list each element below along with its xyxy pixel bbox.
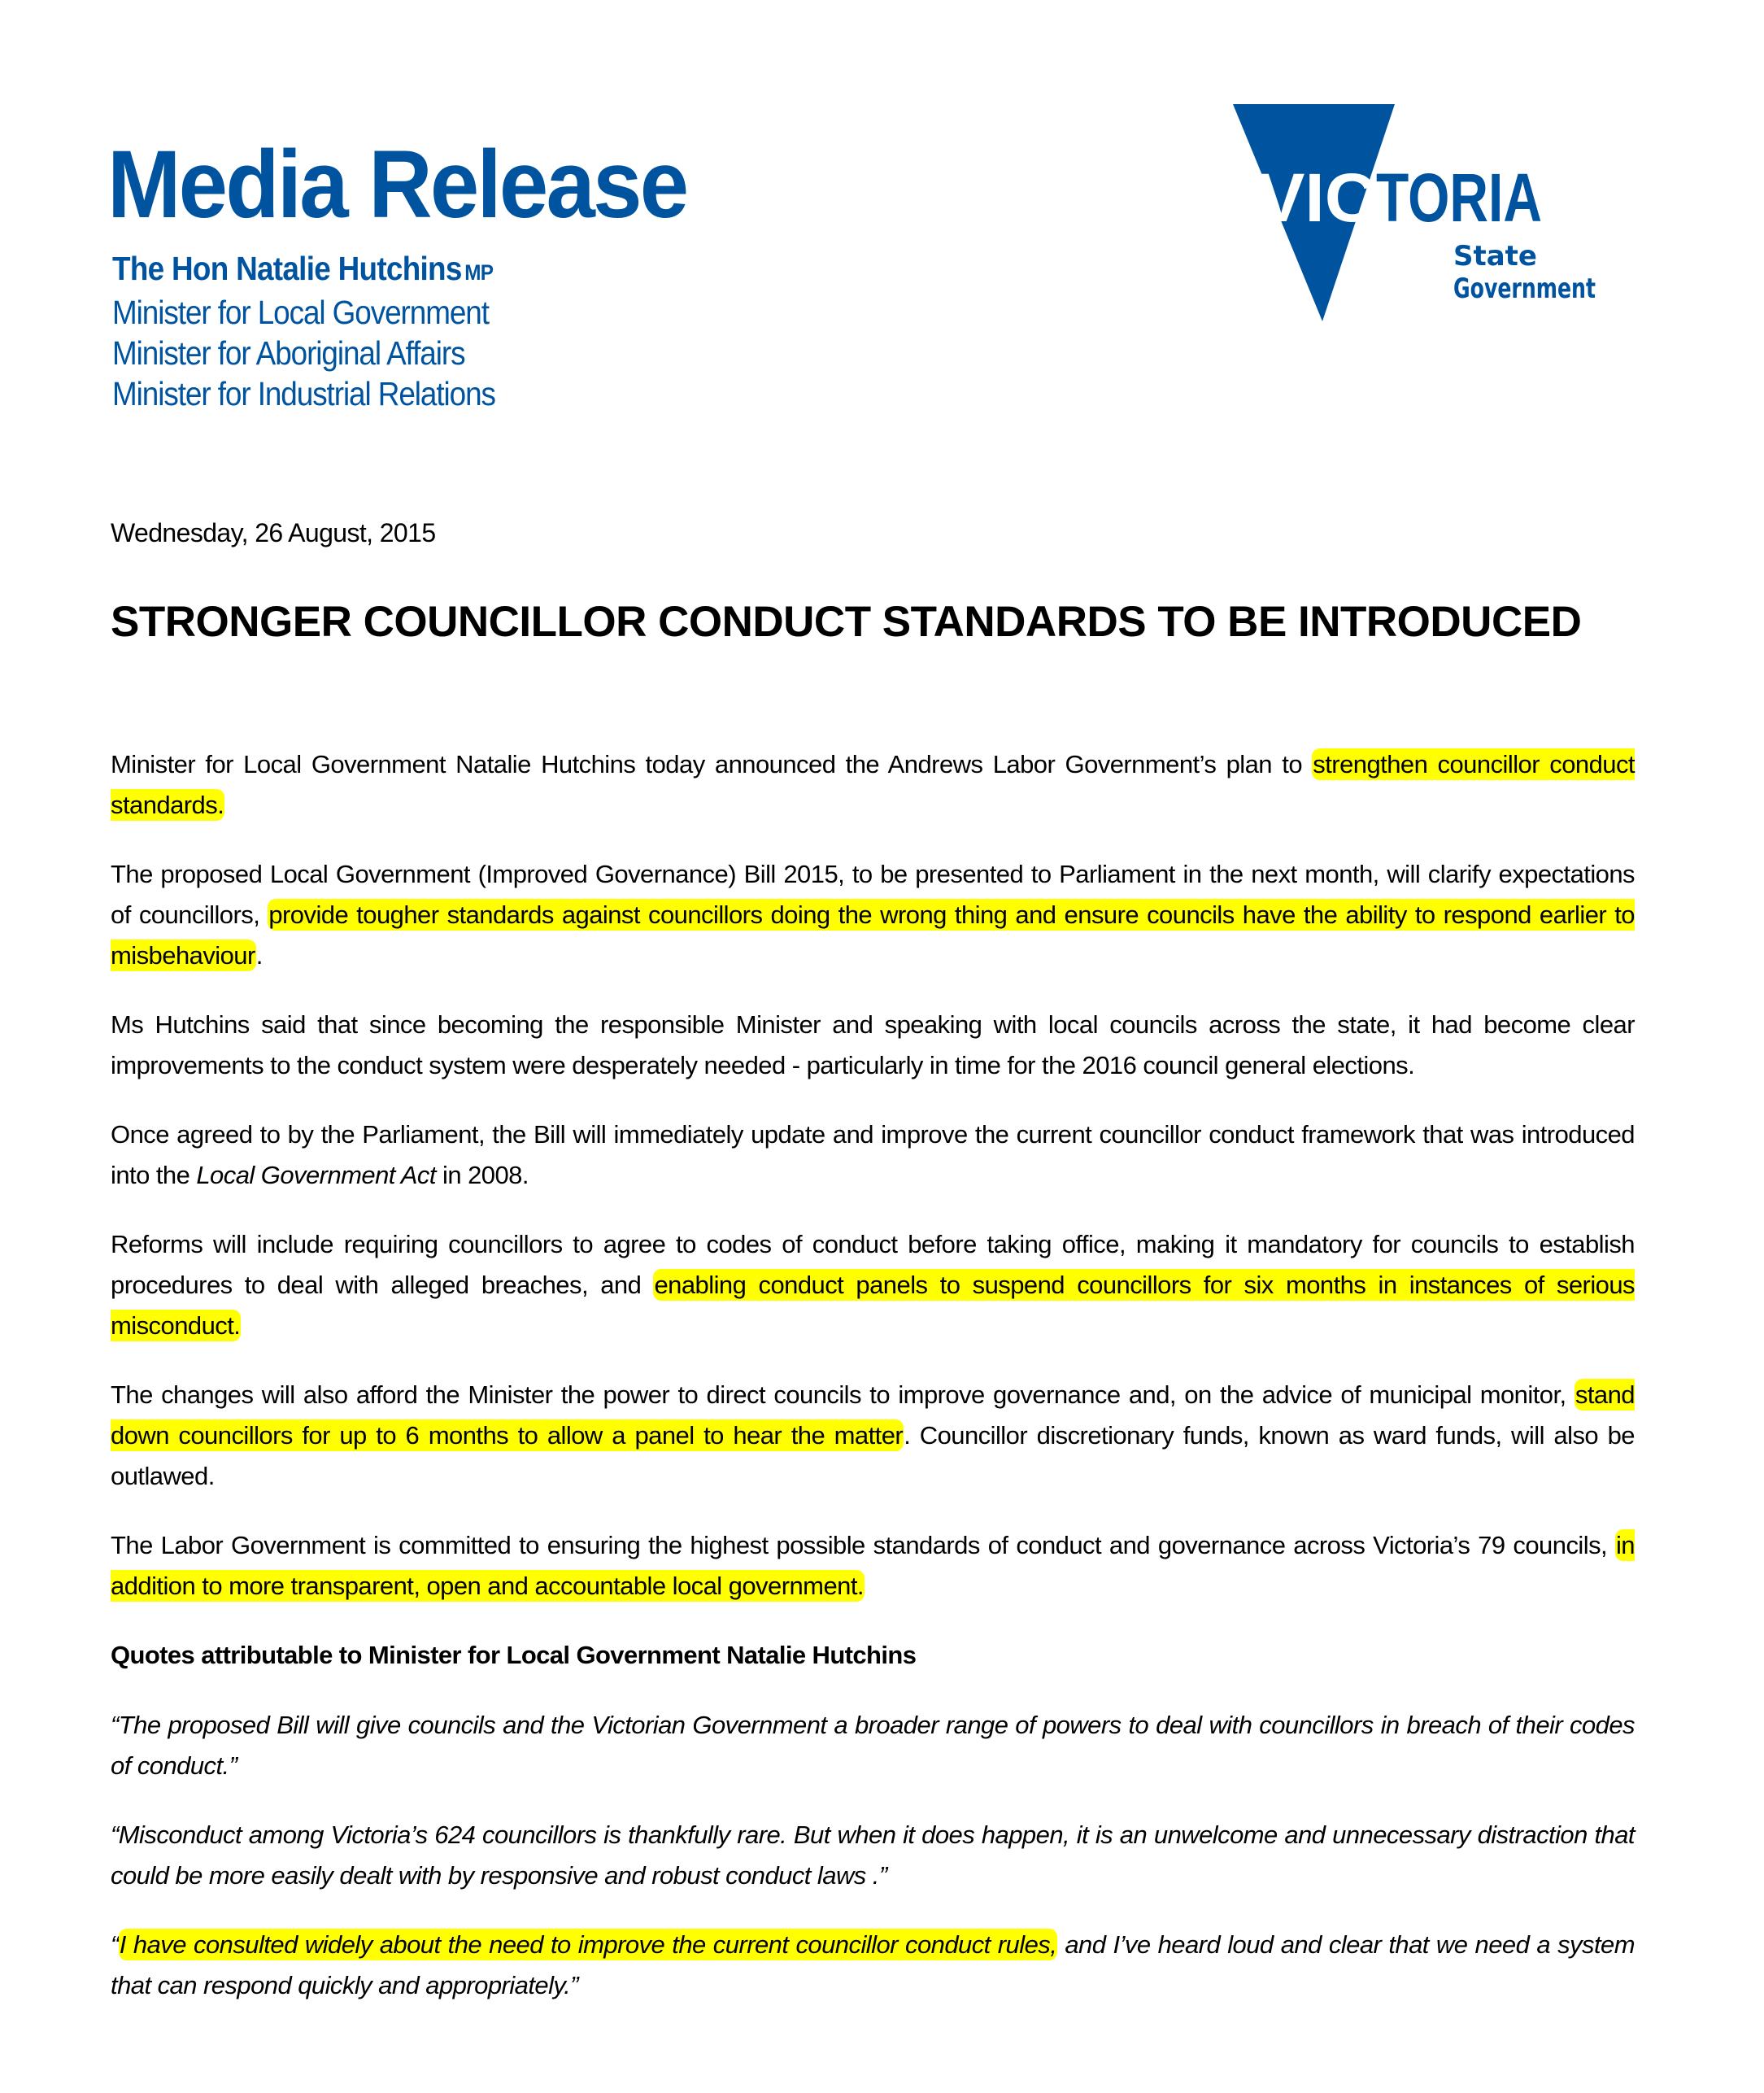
quote-2 [111,1815,1635,1896]
paragraph-2 [111,854,1635,976]
body-paragraphs [111,744,1635,1607]
text-segment: and I’ve heard loud and clear that we need a system that can respond quickly and appropriately.” [111,1930,1635,1999]
quote-1 [111,1705,1635,1786]
text-segment: . Councillor discretionary funds, known as ward funds, will also be outlawed. [111,1421,1635,1490]
minister-name [112,249,495,292]
highlighted-text: I have consulted widely about the need to improve the current councillor conduct rules, [119,1930,1057,1959]
quote-3 [111,1925,1635,2006]
text-segment: The changes will also afford the Minister the power to direct councils to improve governance and, on the advice of municipal monitor, [111,1380,1575,1409]
paragraph-4 [111,1114,1635,1196]
highlighted-text: strengthen councillor conduct standards. [111,750,1635,819]
portfolio-local-government: Minister for Local Government [112,294,489,331]
paragraph-7 [111,1525,1635,1607]
text-segment: . [255,941,263,970]
release-date: Wednesday, 26 August, 2015 [111,518,436,547]
text-segment: The Labor Government is committed to ensuring the highest possible standards of conduct and governance across Victoria’s 79 councils, [111,1531,1615,1559]
italic-text: Local Government Act [196,1161,436,1189]
highlighted-text: enabling conduct panels to suspend councillors for six months in instances of serious misconduct. [111,1271,1635,1340]
highlighted-text: stand down councillors for up to 6 months to allow a panel to hear the matter [111,1380,1635,1450]
headline: STRONGER COUNCILLOR CONDUCT STANDARDS TO BE INTRODUCED [111,598,1582,646]
minister-suffix: MP [464,260,494,285]
text-segment: “The proposed Bill will give councils and the Victorian Government a broader range of powers to deal with councillors in breach of their codes of conduct.” [111,1711,1635,1780]
portfolio-industrial-relations: Minister for Industrial Relations [112,375,495,412]
text-segment: “ [111,1930,119,1959]
text-segment: Minister for Local Government Natalie Hutchins today announced the Andrews Labor Government’s plan to [111,750,1313,778]
logo-word-vic: VIC [1257,159,1376,236]
minister-name-text: The Hon Natalie Hutchins [112,250,462,287]
paragraph-5 [111,1224,1635,1346]
paragraph-3 [111,1005,1635,1086]
text-segment: Reforms will include requiring councillors to agree to codes of conduct before taking office, making it mandatory for councils to establish procedures to deal with alleged breaches, and [111,1230,1635,1299]
release-body [111,744,1635,2034]
paragraph-6 [111,1375,1635,1497]
paragraph-1 [111,744,1635,826]
text-segment: in 2008. [435,1161,529,1189]
logo-word-toria: TORIA [1376,159,1542,236]
media-release-title: Media Release [107,131,687,238]
quotes-heading: Quotes attributable to Minister for Local Government Natalie Hutchins [111,1641,917,1669]
logo-government: Government [1453,273,1596,305]
text-segment: Once agreed to by the Parliament, the Bill will immediately update and improve the current councillor conduct framework that was introduced into the [111,1120,1635,1189]
highlighted-text: provide tougher standards against councillors doing the wrong thing and ensure councils have the ability to respond earlier to misbehaviour [111,900,1635,970]
quotes-section [111,1705,1635,2006]
portfolio-aboriginal-affairs: Minister for Aboriginal Affairs [112,334,465,372]
minister-block [112,249,538,414]
text-segment: The proposed Local Government (Improved Governance) Bill 2015, to be presented to Parliament in the next month, will clarify expectations of councillors, [111,860,1635,929]
victoria-state-government-logo [1220,98,1643,334]
text-segment: Ms Hutchins said that since becoming the responsible Minister and speaking with local councils across the state, it had become clear improvements to the conduct system were desperately needed - particularly in time for the 2016 council general elections. [111,1010,1635,1079]
highlighted-text: in addition to more transparent, open and accountable local government. [111,1531,1635,1600]
logo-state: State [1453,240,1537,273]
text-segment: “Misconduct among Victoria’s 624 councillors is thankfully rare. But when it does happen, it is an unwelcome and unnecessary distraction that could be more easily dealt with by responsive and robust conduct laws .” [111,1820,1635,1890]
